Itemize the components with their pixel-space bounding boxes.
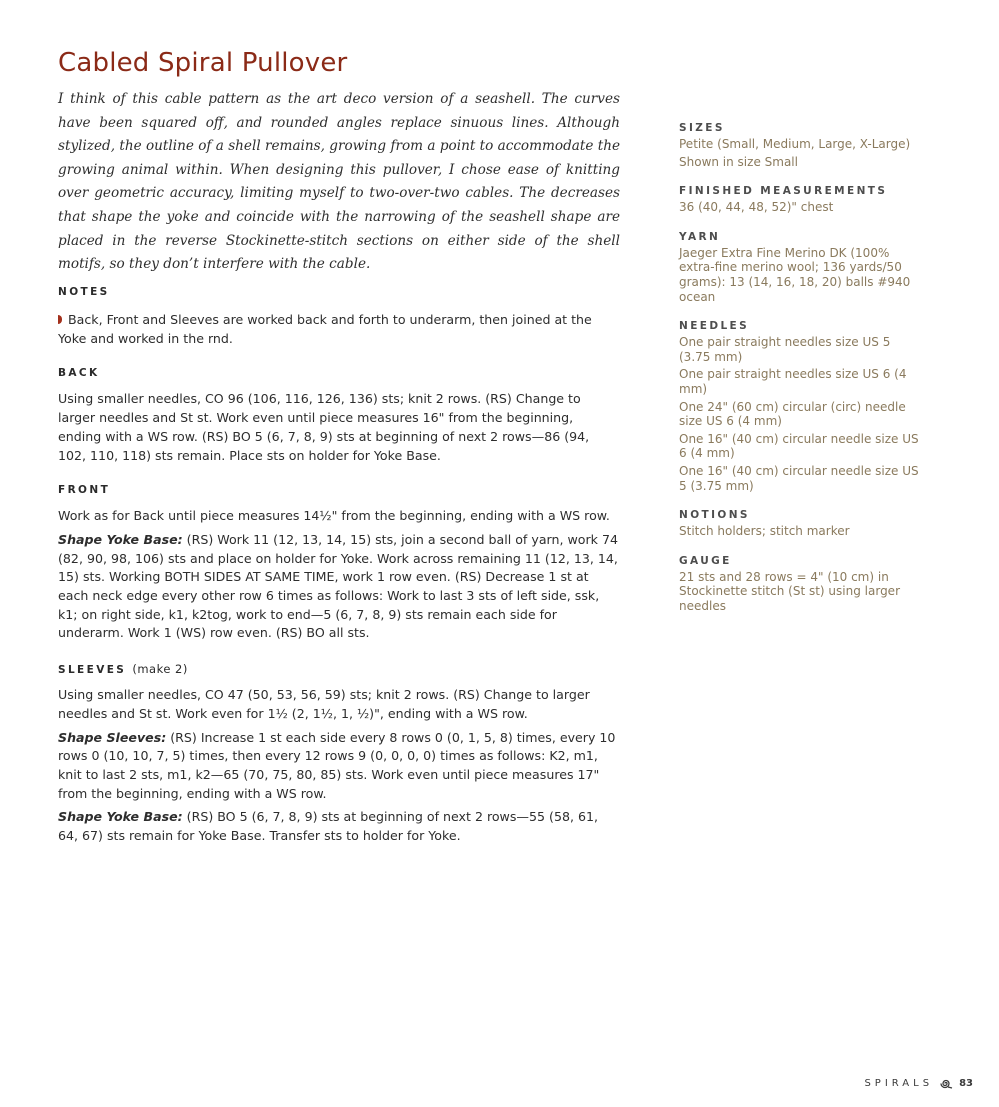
spec-yarn bbox=[679, 231, 924, 304]
spec-needles bbox=[679, 320, 924, 493]
spiral-logo-icon bbox=[939, 1078, 953, 1089]
shape-sleeves-label: Shape Sleeves: bbox=[58, 729, 167, 745]
spec-line: One 16" (40 cm) circular needle size US 5 (3.75 mm) bbox=[679, 463, 919, 493]
instructions-column bbox=[58, 286, 620, 846]
page-footer bbox=[864, 1078, 973, 1089]
spec-sizes bbox=[679, 122, 924, 169]
spec-finished-measurements bbox=[679, 185, 924, 215]
sleeves-heading-title: SLEEVES bbox=[58, 664, 127, 677]
shape-sleeves-paragraph bbox=[58, 729, 620, 804]
spec-line: One pair straight needles size US 6 (4 mm) bbox=[679, 367, 907, 396]
notes-heading: NOTES bbox=[58, 286, 110, 298]
specs-sidebar bbox=[679, 122, 924, 613]
front-shape-paragraph bbox=[58, 531, 620, 643]
spec-heading: GAUGE bbox=[679, 554, 732, 567]
back-heading: BACK bbox=[58, 367, 100, 380]
spec-line: Jaeger Extra Fine Merino DK (100% extra-fine merino wool; 136 yards/50 grams): 13 (14, 16, 18, 20) balls #940 ocean bbox=[679, 245, 911, 304]
sleeves-text: Using smaller needles, CO 47 (50, 53, 56, 59) sts; knit 2 rows. (RS) Change to larger needles and St st. Work even for 1½ (2, 1½, 1, ½)", ending with a WS row. bbox=[58, 687, 590, 721]
spec-line: Petite (Small, Medium, Large, X-Large) bbox=[679, 137, 911, 151]
spec-notions bbox=[679, 509, 924, 539]
sleeves-heading bbox=[58, 662, 620, 676]
sleeves-heading-note: (make 2) bbox=[132, 662, 188, 677]
spec-line: One 24" (60 cm) circular (circ) needle size US 6 (4 mm) bbox=[679, 399, 906, 429]
back-text: Using smaller needles, CO 96 (106, 116, 126, 136) sts; knit 2 rows. (RS) Change to larger needles and St st. Work even until piece measures 16" from the beginning, ending with a WS row. (RS) BO 5 (6, 7, 8, 9) sts at beginning of next 2 rows—86 (94, 102, 110, 118) sts remain. Place sts on holder for Yoke Base. bbox=[58, 391, 590, 463]
spec-line: One 16" (40 cm) circular needle size US 6 (4 mm) bbox=[679, 431, 919, 461]
bullet-icon bbox=[58, 315, 62, 324]
spec-line: One pair straight needles size US 5 (3.75 mm) bbox=[679, 335, 891, 364]
shape-yoke-paragraph bbox=[58, 808, 620, 845]
spec-heading: NEEDLES bbox=[679, 320, 750, 333]
front-shape-label: Shape Yoke Base: bbox=[58, 531, 183, 547]
front-text: Work as for Back until piece measures 14½" from the beginning, ending with a WS row. bbox=[58, 508, 610, 524]
front-heading: FRONT bbox=[58, 484, 111, 497]
spec-heading: YARN bbox=[679, 230, 721, 243]
spec-heading: NOTIONS bbox=[679, 509, 750, 522]
spec-gauge bbox=[679, 555, 924, 614]
spec-line: Stitch holders; stitch marker bbox=[679, 524, 850, 539]
front-shape-text: (RS) Work 11 (12, 13, 14, 15) sts, join a second ball of yarn, work 74 (82, 90, 98, 106) sts and place on holder for Yoke. Work across remaining 11 (12, 13, 14, 15) sts. Working BOTH SIDES AT SAME TIME, work 1 row even. (RS) Decrease 1 st at each neck edge every other row 6 times as follows: Work to last 3 sts of left side, ssk, k1; on right side, k1, k2tog, work to end—5 (6, 7, 8, 9) sts remain each side for underarm. Work 1 (WS) row even. (RS) BO all sts. bbox=[58, 531, 618, 641]
spec-heading: FINISHED MEASUREMENTS bbox=[679, 185, 888, 198]
page-title: Cabled Spiral Pullover bbox=[58, 48, 348, 78]
shape-sleeves-text: (RS) Increase 1 st each side every 8 rows 0 (0, 1, 5, 8) times, every 10 rows 0 (10, 10, 7, 5) times, then every 12 rows 9 (0, 0, 0, 0) times as follows: K2, m1, knit to last 2 sts, m1, k2—65 (70, 75, 80, 85) sts. Work even until piece measures 17" from the beginning, ending with a WS row. bbox=[58, 729, 616, 801]
notes-text: Back, Front and Sleeves are worked back and forth to underarm, then joined at the Yoke and worked in the rnd. bbox=[58, 312, 592, 346]
intro-paragraph: I think of this cable pattern as the art deco version of a seashell. The curves have been squared off, and rounded angles replace sinuous lines. Although stylized, the outline of a shell remains, growing from a point to accommodate the growing animal within. When designing this pullover, I chose ease of knitting over geometric accuracy, limiting myself to two-over-two cables. The decreases that shape the yoke and coincide with the narrowing of the seashell shape are placed in the reverse Stockinette-stitch sections on either side of the shell motifs, so they don’t interfere with the cable. bbox=[58, 91, 620, 273]
shape-yoke-label: Shape Yoke Base: bbox=[58, 809, 183, 825]
notes-paragraph bbox=[58, 311, 620, 348]
section-name: SPIRALS bbox=[864, 1078, 934, 1089]
spec-line: Shown in size Small bbox=[679, 154, 798, 169]
spec-heading: SIZES bbox=[679, 122, 725, 134]
page-number: 83 bbox=[959, 1078, 973, 1089]
spec-line: 36 (40, 44, 48, 52)" chest bbox=[679, 200, 834, 215]
shape-yoke-text: (RS) BO 5 (6, 7, 8, 9) sts at beginning of next 2 rows—55 (58, 61, 64, 67) sts remain for Yoke Base. Transfer sts to holder for Yoke. bbox=[58, 809, 599, 844]
spec-line: 21 sts and 28 rows = 4" (10 cm) in Stockinette stitch (St st) using larger needles bbox=[679, 569, 900, 613]
